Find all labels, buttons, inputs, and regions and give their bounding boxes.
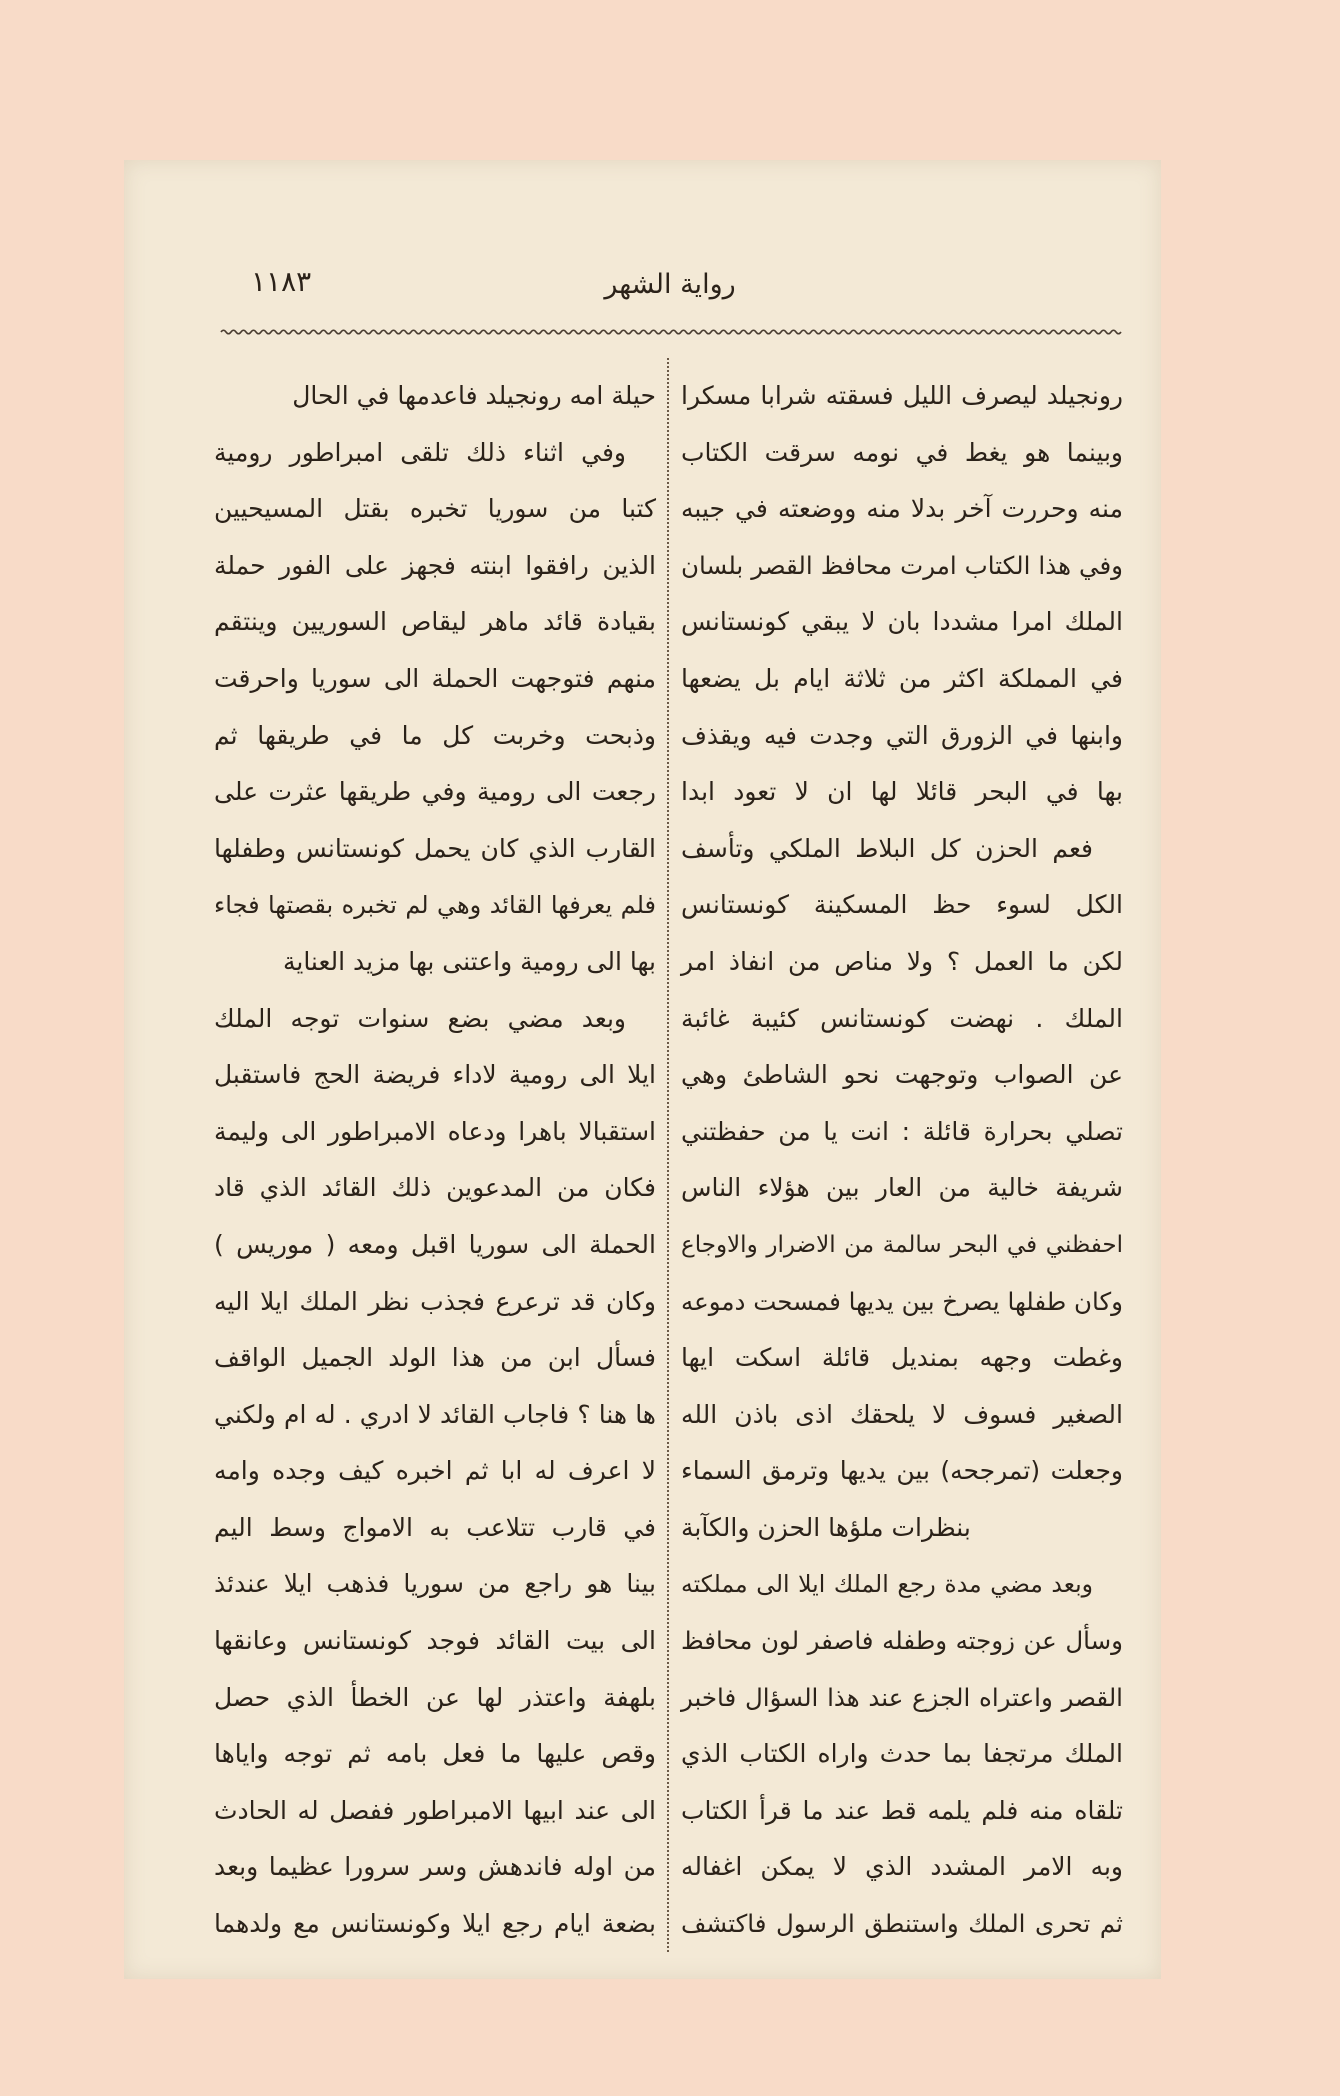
text-line: في قارب تتلاعب به الامواج وسط اليم [214, 1512, 656, 1542]
text-line: رونجيلد ليصرف الليل فسقته شرابا مسكرا [681, 381, 1123, 410]
text-line: وبينما هو يغط في نومه سرقت الكتاب [681, 437, 1123, 467]
text-line: وكان طفلها يصرخ بين يديها فمسحت دموعه [680, 1286, 1123, 1316]
wavy-rule-path [221, 330, 1121, 334]
text-line: وفي اثناء ذلك تلقى امبراطور رومية [214, 437, 626, 467]
text-line: استقبالا باهرا ودعاه الامبراطور الى وليمة [214, 1116, 656, 1146]
text-line: القصر واعتراه الجزع عند هذا السؤال فاخبر [681, 1682, 1123, 1712]
right-column [681, 368, 1123, 1953]
text-line: بها في البحر قائلا لها ان لا تعود ابدا [681, 777, 1123, 807]
text-line: ثم تحرى الملك واستنطق الرسول فاكتشف [681, 1909, 1123, 1939]
text-line: منه وحررت آخر بدلا منه ووضعته في جيبه [681, 494, 1123, 524]
text-line: في المملكة اكثر من ثلاثة ايام بل يضعها [681, 663, 1123, 693]
text-line: القارب الذي كان يحمل كونستانس وطفلها [214, 833, 656, 863]
left-column [214, 368, 656, 1953]
text-line: الصغير فسوف لا يلحقك اذى باذن الله [681, 1399, 1123, 1429]
text-line: فلم يعرفها القائد وهي لم تخبره بقصتها فجاء [214, 891, 656, 920]
paragraph [214, 991, 656, 1953]
text-line: ايلا الى رومية لاداء فريضة الحج فاستقبل [214, 1060, 656, 1090]
header-wavy-rule [221, 324, 1123, 340]
text-line: بنظرات ملؤها الحزن والكآبة [681, 1512, 971, 1542]
text-line: وبعد مضي بضع سنوات توجه الملك [214, 1003, 626, 1033]
text-line: وسأل عن زوجته وطفله فاصفر لون محافظ [681, 1626, 1123, 1656]
paragraph [681, 1556, 1123, 1952]
text-line: بضعة ايام رجع ايلا وكونستانس مع ولدهما [214, 1909, 656, 1939]
text-line: ها هنا ؟ فاجاب القائد لا ادري . له ام ولكني [214, 1399, 656, 1429]
text-line: رجعت الى رومية وفي طريقها عثرت على [214, 777, 656, 807]
paragraph [214, 368, 656, 425]
text-line: وغطت وجهه بمنديل قائلة اسكت ايها [681, 1343, 1123, 1373]
text-line: بقيادة قائد ماهر ليقاص السوريين وينتقم [214, 607, 656, 637]
text-line: وبه الامر المشدد الذي لا يمكن اغفاله [681, 1852, 1123, 1882]
text-line: الذين رافقوا ابنته فجهز على الفور حملة [214, 550, 656, 580]
text-line: بها الى رومية واعتنى بها مزيد العناية [282, 946, 656, 976]
text-line: كتبا من سوريا تخبره بقتل المسيحيين [214, 494, 656, 524]
text-line: فسأل ابن من هذا الولد الجميل الواقف [214, 1343, 656, 1373]
text-line: وكان قد ترعرع فجذب نظر الملك ايلا اليه [214, 1286, 656, 1316]
text-line: وقص عليها ما فعل بامه ثم توجه واياها [214, 1739, 656, 1769]
text-line: بينا هو راجع من سوريا فذهب ايلا عندئذ [214, 1569, 656, 1599]
text-line: تلقاه منه فلم يلمه قط عند ما قرأ الكتاب [681, 1795, 1123, 1825]
text-line: الملك مرتجفا بما حدث واراه الكتاب الذي [681, 1739, 1123, 1769]
text-line: الكل لسوء حظ المسكينة كونستانس [681, 890, 1123, 920]
text-line: لا اعرف له ابا ثم اخبره كيف وجده وامه [214, 1456, 656, 1486]
text-line: وذبحت وخربت كل ما في طريقها ثم [214, 720, 656, 750]
paragraph [681, 821, 1123, 1557]
text-line: الملك . نهضت كونستانس كئيبة غائبة [681, 1003, 1123, 1033]
text-line: بلهفة واعتذر لها عن الخطأ الذي حصل [214, 1682, 656, 1712]
text-line: الى بيت القائد فوجد كونستانس وعانقها [214, 1626, 656, 1656]
text-line: منهم فتوجهت الحملة الى سوريا واحرقت [214, 663, 656, 693]
text-line: عن الصواب وتوجهت نحو الشاطئ وهي [681, 1060, 1123, 1090]
text-line: الحملة الى سوريا اقبل ومعه ( موريس ) [214, 1229, 656, 1259]
text-columns [214, 368, 1123, 1953]
paragraph [214, 425, 656, 991]
page-header-title: رواية الشهر [604, 269, 736, 300]
text-line: فعم الحزن كل البلاط الملكي وتأسف [681, 833, 1093, 863]
text-line: الى عند ابيها الامبراطور ففصل له الحادث [214, 1795, 656, 1825]
text-line: وابنها في الزورق التي وجدت فيه ويقذف [681, 720, 1123, 750]
text-line: احفظني في البحر سالمة من الاضرار والاوجاع [681, 1231, 1123, 1258]
text-line: فكان من المدعوين ذلك القائد الذي قاد [214, 1173, 656, 1203]
paragraph [681, 368, 1123, 821]
text-line: الملك امرا مشددا بان لا يبقي كونستانس [681, 607, 1123, 637]
text-line: وبعد مضي مدة رجع الملك ايلا الى مملكته [681, 1570, 1093, 1599]
text-line: وفي هذا الكتاب امرت محافظ القصر بلسان [681, 550, 1123, 580]
text-line: من اوله فاندهش وسر سرورا عظيما وبعد [214, 1852, 656, 1882]
text-line: تصلي بحرارة قائلة : انت يا من حفظتني [681, 1116, 1123, 1146]
text-line: لكن ما العمل ؟ ولا مناص من انفاذ امر [681, 946, 1123, 976]
text-line: شريفة خالية من العار بين هؤلاء الناس [681, 1173, 1123, 1203]
page-number: ١١٨٣ [251, 265, 312, 298]
text-line: حيلة امه رونجيلد فاعدمها في الحال [292, 381, 656, 410]
text-line: وجعلت (تمرجحه) بين يديها وترمق السماء [681, 1456, 1123, 1486]
